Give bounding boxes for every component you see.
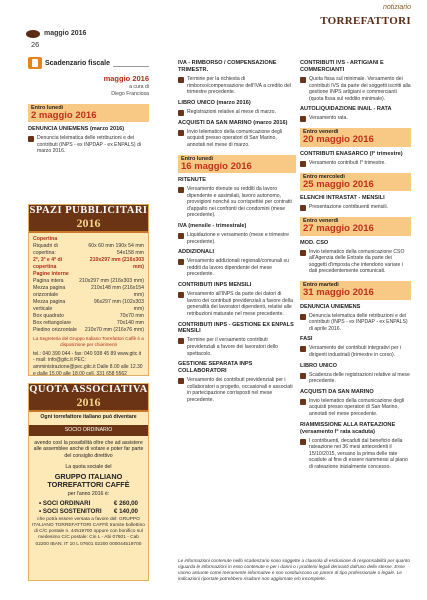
deadline-banner <box>28 104 149 122</box>
deadline-label: Entro lunedì <box>181 155 214 162</box>
ad-space-row <box>29 236 148 243</box>
bullet-icon <box>178 77 184 83</box>
item-text: Versamento rata. <box>309 115 348 122</box>
ad-space-size: 210x297 mm (216x303 mm) <box>89 257 144 271</box>
bullet-icon <box>300 346 306 352</box>
ad-spaces-list <box>29 233 148 334</box>
bullet-icon <box>300 77 306 83</box>
item-body <box>300 313 411 333</box>
item-text: Versamento addizionali regionali/comunali su redditi da lavoro dipendente del mese precedente. <box>187 258 289 278</box>
item-heading: DENUNCIA UNIEMENS (marzo 2016) <box>28 125 125 132</box>
item-body <box>300 249 411 275</box>
ad-space-size: 210x70 mm (216x76 mm) <box>84 327 144 334</box>
deadline-banner <box>300 173 411 191</box>
item-text: Versamento contributi I° trimestre. <box>309 159 386 166</box>
ad-space-label: Box rettangolare <box>33 320 72 327</box>
deadline-date: 31 maggio 2016 <box>303 287 374 299</box>
page-number: 26 <box>31 40 40 49</box>
ad-space-label: Mezza pagina orizzontale <box>33 285 66 299</box>
page-header <box>0 0 427 49</box>
schedule-month: maggio 2016 <box>103 74 149 83</box>
column-3 <box>300 56 411 471</box>
schedule-author-block <box>28 84 149 98</box>
membership-banner <box>29 384 148 412</box>
ad-space-label: Pagina intera <box>33 278 64 285</box>
item-heading: AUTOLIQUIDAZIONE INAIL - RATA <box>300 106 392 113</box>
column-1 <box>28 56 149 155</box>
by-prefix: a cura di <box>129 84 149 90</box>
schedule-title: Scadenzario fiscale <box>45 59 110 67</box>
bullet-icon <box>178 338 184 344</box>
fee-label: • SOCI ORDINARI <box>39 500 91 508</box>
item-heading: CONTRIBUTI INPS - GESTIONE EX ENPALS MENSILI <box>178 321 294 335</box>
item-heading: FASI <box>300 336 313 343</box>
membership-year: 2016 <box>76 394 101 409</box>
ad-spaces-year: 2016 <box>76 215 101 230</box>
item-body <box>300 160 411 167</box>
item-text: Denuncia telematica delle retribuzioni e dei contributi (INPS - ex INPDAP - ex ENPALS) di marzo 2016. <box>37 134 141 155</box>
ad-space-label: Copertina <box>33 236 58 242</box>
deadline-banner <box>300 128 411 146</box>
item-text: Versamento dei contributi integrativi per i dirigenti industriali (trimestre in corso). <box>309 345 402 358</box>
item-heading: ACQUISTI DA SAN MARINO <box>300 388 374 395</box>
membership-box <box>28 383 149 581</box>
fee-value: € 140,00 <box>113 508 138 516</box>
bullet-icon <box>28 136 34 142</box>
item-text: Invio telematico della comunicazione CSO all'Agenzia delle Entrate da parte dei soggetti d'imposta che intendono variare i dati precedentemente comunicati. <box>309 248 405 275</box>
item-text: Versamento ritenute su redditi da lavoro dipendente e assimilati, lavoro autonomo, provvigioni nonché su corrispettivi per contratti d'appalto nei confronti dei condomini (mese precedente). <box>187 186 292 219</box>
item-text: Termine per la richiesta di rimborso/compensazione dell'IVA a credito del trimestre precedente. <box>187 75 291 96</box>
ad-space-row <box>29 313 148 320</box>
item-text: Invio telematico della comunicazione degli acquisti presso operatori di San Marino, annotati nel mese di marzo. <box>187 128 283 148</box>
ad-space-size: 70x70 mm <box>119 313 144 320</box>
fee-label: • SOCI SOSTENITORI <box>39 508 102 516</box>
item-body <box>28 135 149 155</box>
item-body <box>300 398 411 418</box>
item-body <box>178 76 296 96</box>
column-2 <box>178 56 296 404</box>
item-heading: IVA - RIMBORSO / COMPENSAZIONE TRIMESTR. <box>178 60 277 73</box>
ad-spaces-banner <box>29 205 148 233</box>
ad-space-row <box>29 299 148 313</box>
item-heading: CONTRIBUTI IVS - ARTIGIANI E COMMERCIANTI <box>300 60 384 73</box>
item-body <box>300 345 411 358</box>
ad-space-row <box>29 320 148 327</box>
ad-space-row <box>29 327 148 334</box>
bullet-icon <box>300 373 306 379</box>
deadline-banner <box>300 281 411 299</box>
ad-space-row <box>29 271 148 278</box>
bullet-icon <box>300 116 306 122</box>
item-body <box>178 377 296 403</box>
bullet-icon <box>178 378 184 384</box>
bullet-icon <box>178 187 184 193</box>
item-body <box>300 438 411 471</box>
ad-spaces-title: SPAZI PUBBLICITARI <box>29 205 148 217</box>
ad-spaces-contacts: tel.: 040 390 044 - fax: 040 938 45 89 www.gitc.it - mail: info@gitc.it PEC: amministrazione@pec.gitc.it Dalle 8.00 alle 12.30 e dalle 15.00 alle 18.00 cell. 331 658 5562 <box>33 350 143 377</box>
fee-row-supporter <box>29 508 148 516</box>
membership-per-year: per l'anno 2016 è: <box>67 491 110 498</box>
item-heading: CONTRIBUTI INPS MENSILI <box>178 282 252 289</box>
coffee-bean-icon <box>26 30 40 38</box>
item-text: Scadenza delle registrazioni relative al mese precedente. <box>309 371 410 385</box>
masthead-small: notiziario <box>382 4 411 11</box>
bullet-icon <box>300 314 306 320</box>
item-text: Versamento all'INPS da parte dei datori di lavoro dei contributi previdenziali a favore della generalità dei lavoratori dipendenti, relativi alle retribuzioni maturate nel mese precedente. <box>187 291 293 317</box>
bullet-icon <box>178 110 184 116</box>
author: Diego Franciosa <box>111 90 149 97</box>
item-text: Presentazione contribuenti mensili. <box>309 204 388 211</box>
item-heading: LIBRO UNICO (marzo 2016) <box>178 99 251 106</box>
deadline-label: Entro venerdì <box>303 218 339 225</box>
ad-space-size: 96x297 mm (102x303 mm) <box>93 299 144 313</box>
ad-spaces-footer: La Segreteria del Gruppo Italiano Torrefattori Caffè è a disposizione per chiarimenti <box>33 336 144 348</box>
bullet-icon <box>300 250 306 256</box>
item-heading: RIAMMISSIONE ALLA RATEAZIONE (versamento I° rata scaduta) <box>300 421 396 435</box>
ad-spaces-box <box>28 204 149 376</box>
ad-space-label: Box quadrato <box>33 313 64 320</box>
item-body <box>300 204 411 211</box>
item-text: Registrazioni relative al mese di marzo. <box>187 108 276 115</box>
ad-space-label: Piedino orizzontale <box>33 327 77 334</box>
ad-space-label: 2ª, 3ª e 4ª di copertina <box>33 257 63 271</box>
item-body <box>300 76 411 102</box>
item-body <box>300 372 411 385</box>
item-body <box>178 186 296 219</box>
item-text: Liquidazione e versamento (mese e trimestre precedente). <box>187 232 289 245</box>
ad-space-size: 210x148 mm (216x154 mm) <box>90 285 144 299</box>
deadline-banner <box>178 155 296 173</box>
item-text: Termine per il versamento contributi previdenziali a favore dei lavoratori dello spettacolo. <box>187 337 278 357</box>
fee-row-ordinary <box>29 500 148 508</box>
fee-value: € 260,00 <box>113 500 138 508</box>
item-heading: IVA (mensile - trimestrale) <box>178 223 247 230</box>
bullet-icon <box>178 233 184 239</box>
item-text: I contribuenti, decaduti dal beneficio della rateazione nei 36 mesi antecedenti il 15/10/2015, versano la prima delle rate scadute al fine di essere riammessi al piano di rateazione inizialmente concesso. <box>309 437 408 470</box>
deadline-label: Entro martedì <box>303 282 339 289</box>
deadline-label: Entro mercoledì <box>303 173 345 180</box>
bullet-icon <box>300 205 306 211</box>
bullet-icon <box>300 161 306 167</box>
deadline-date: 25 maggio 2016 <box>303 178 374 190</box>
bullet-icon <box>178 292 184 298</box>
item-body <box>178 291 296 317</box>
ad-space-size: 60x 60 mm 190x 54 mm 54x158 mm <box>88 243 144 257</box>
ad-space-row <box>29 257 148 271</box>
payment-info: che potrà essere versata a favore del: GRUPPO ITALIANO TORREFATTORI CAFFÈ tramite bollettino di C/C postale n. 44519700 oppure con bonifico sul medesimo C/C postale: Cin L - Abi 07601 - Cab 02200 IBAN: IT 10 L 07601 02200 000044519700 <box>32 516 145 547</box>
item-heading: LIBRO UNICO <box>300 362 337 369</box>
item-text: Denuncia telematica delle retribuzioni e dei contributi (INPS - ex INPDAP - ex ENPALS) di aprile 2016. <box>309 312 408 332</box>
deadline-date: 16 maggio 2016 <box>181 160 252 172</box>
item-heading: ADDIZIONALI <box>178 249 215 256</box>
membership-socio: SOCIO ORDINARIO <box>29 425 148 436</box>
item-text: Quota fissa sul minimale. Versamento dei contributi IVS da parte dei soggetti iscritti alla gestione INPS artigiani e commercianti (quota fissa sul reddito minimale). <box>309 75 411 102</box>
masthead <box>320 4 411 29</box>
disclaimer-note: Le informazioni contenute nello scadenzario sono soggette a clausola di esclusione di responsabilità per quanto riguarda le informazioni in esso contenute e per i danni o i problemi legali derivanti dall'uso delle stesse. Esse vanno assunte come meramente informative e non costituiscono un parere di tipo professionale o legale. Le indicazioni riportate potrebbero risultare non aggiornate e/o incomplete. <box>178 558 410 582</box>
item-heading: CONTRIBUTI ENASARCO (I° trimestre) <box>300 150 403 157</box>
item-body <box>178 258 296 278</box>
ad-space-row <box>29 278 148 285</box>
deadline-banner <box>300 217 411 235</box>
deadline-label: Entro lunedì <box>31 104 64 111</box>
bullet-icon <box>178 130 184 136</box>
item-heading: GESTIONE SEPARATA INPS COLLABORATORI <box>178 361 253 375</box>
item-heading: ELENCHI INTRASTAT - MENSILI <box>300 195 385 202</box>
masthead-title: TORREFATTORI <box>320 15 411 27</box>
ad-space-label: Mezza pagina verticale <box>33 299 66 313</box>
item-heading: MOD. CSO <box>300 239 329 246</box>
bullet-icon <box>178 259 184 265</box>
deadline-date: 27 maggio 2016 <box>303 223 374 235</box>
ad-space-label: Pagine interne <box>33 271 69 278</box>
membership-fee-intro: La quota sociale del <box>65 463 112 470</box>
membership-group-name: GRUPPO ITALIANO TORREFATTORI CAFFÈ <box>47 471 130 489</box>
membership-title: QUOTA ASSOCIATIVA <box>29 384 148 396</box>
item-body <box>178 109 296 116</box>
ad-space-row <box>29 243 148 257</box>
deadline-label: Entro venerdì <box>303 129 339 136</box>
ad-space-size: 70x140 mm <box>116 320 144 327</box>
item-heading: DENUNCIA UNIEMENS <box>300 303 361 310</box>
item-body <box>178 337 296 357</box>
item-heading: ACQUISTI DA SAN MARINO (marzo 2016) <box>178 119 288 126</box>
ad-space-size: 210x297 mm (216x303 mm) <box>79 278 144 285</box>
ad-space-row <box>29 285 148 299</box>
item-text: Versamento dei contributi previdenziali per i collaboratori a progetto, occasionali e associati in partecipazione corrisposti nel mese precedente. <box>187 377 293 404</box>
bullet-icon <box>300 399 306 405</box>
deadline-date: 2 maggio 2016 <box>31 109 97 121</box>
membership-para: avendo così la possibilità oltre che ad assistere alle assemblee anche di votare e poter far parte del consiglio direttivo <box>33 439 144 459</box>
calendar-icon <box>28 57 42 69</box>
bullet-icon <box>300 439 306 445</box>
schedule-heading <box>28 56 149 70</box>
item-body <box>178 129 296 149</box>
item-body <box>178 232 296 245</box>
ad-space-label: Riquadri di copertina: <box>33 243 58 257</box>
item-text: Invio telematico della comunicazione degli acquisti presso operatori di San Marino, annotati nel mese precedente. <box>309 397 405 417</box>
membership-intro: Ogni torrefattore italiano può diventare <box>40 414 137 420</box>
item-body <box>300 115 411 122</box>
deadline-date: 20 maggio 2016 <box>303 134 374 146</box>
header-date: maggio 2016 <box>44 30 87 37</box>
item-heading: RITENUTE <box>178 177 206 184</box>
divider <box>113 66 149 67</box>
